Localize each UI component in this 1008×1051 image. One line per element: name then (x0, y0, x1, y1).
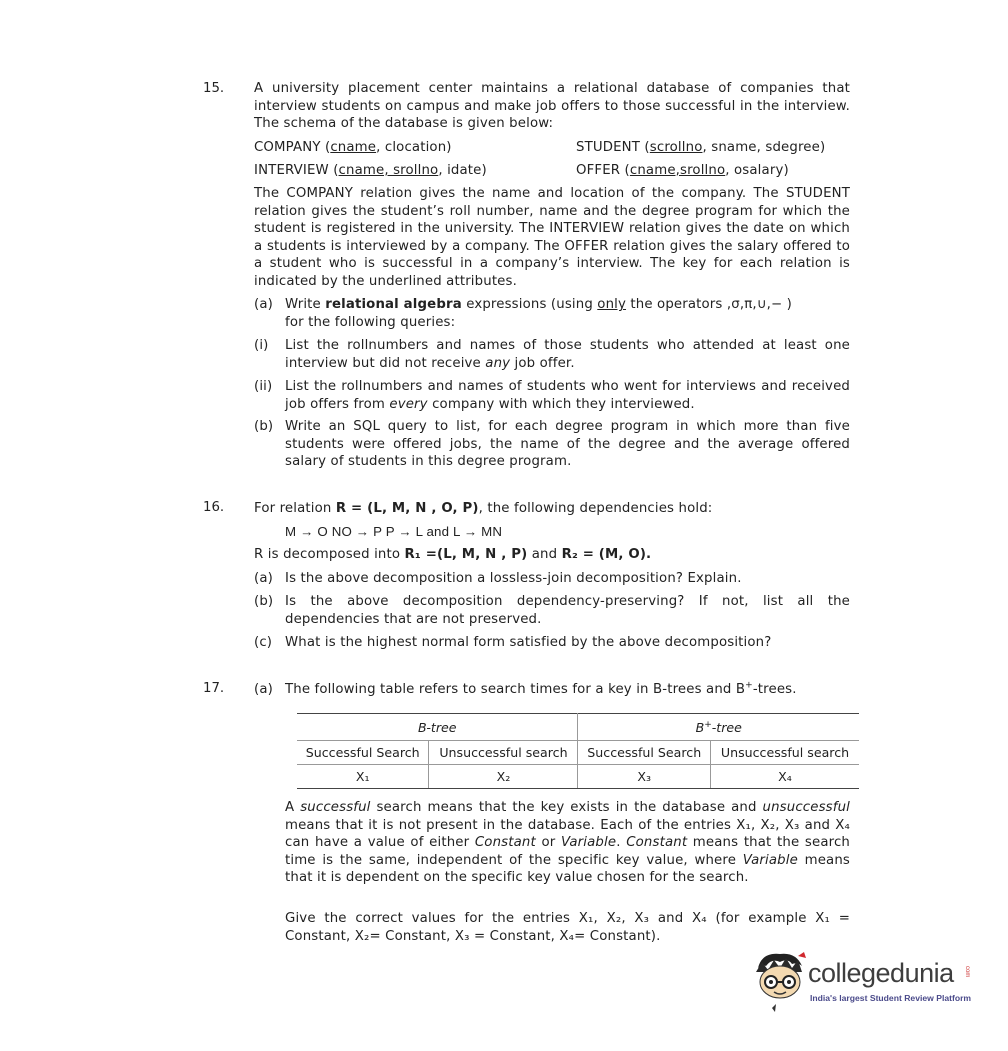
logo-tagline: India's largest Student Review Platform (810, 993, 972, 1003)
bplus-tree-header: B+-tree (578, 714, 859, 741)
question-15-description: The COMPANY relation gives the name and location of the company. The STUDENT relation gives the student’s roll number, name and the degree program for which the student is registered in the university. The INTERVIEW relation gives the date on which a students is interviewed by a company. The OFFER relation gives the salary offered to a student who is successful in a company’s interview. The key for each relation is indicated by the underlined attributes. (254, 186, 850, 289)
schema-offer: OFFER (cname,srollno, osalary) (576, 163, 789, 178)
question-17-number: 17. (203, 681, 225, 696)
question-15-part-ii: (ii) List the rollnumbers and names of students who went for interviews and received job offers from every company with which they interviewed. (254, 379, 850, 412)
question-16-line1: For relation R = (L, M, N , O, P), the following dependencies hold: (254, 501, 713, 516)
question-15-part-a: (a) Write relational algebra expressions (using only the operators ,σ,π,∪,− ) for the following queries: (254, 297, 793, 330)
question-16-part-b: (b) Is the above decomposition dependency-preserving? If not, list all the dependencies that are not preserved. (254, 594, 850, 627)
question-16-dependencies: M → O NO → P P → L and L → MN (285, 524, 503, 539)
btree-header: B-tree (297, 714, 578, 741)
cell-x3: X₃ (578, 765, 711, 789)
cell-x2: X₂ (429, 765, 578, 789)
schema-interview: INTERVIEW (cname, srollno, idate) (254, 163, 487, 178)
header-btree-unsuccessful: Unsuccessful search (429, 741, 578, 765)
header-bplus-unsuccessful: Unsuccessful search (711, 741, 860, 765)
schema-company: COMPANY (cname, clocation) (254, 140, 452, 155)
cell-x4: X₄ (711, 765, 860, 789)
question-17-instruction: Give the correct values for the entries X₁, X₂, X₃ and X₄ (for example X₁ = Constant, X₂= Constant, X₃ = Constant, X₄= Constant). (285, 911, 850, 944)
question-16-number: 16. (203, 500, 225, 515)
question-17-explanation: A successful search means that the key exists in the database and unsuccessful means that it is not present in the database. Each of the entries X₁, X₂, X₃ and X₄ can have a value of either Constant or Variable. Constant means that the search time is the same, independent of the specific key value, where Variable means that it is dependent on the specific key value chosen for the search. (285, 800, 851, 885)
header-btree-successful: Successful Search (297, 741, 429, 765)
question-16-part-c: (c) What is the highest normal form satisfied by the above decomposition? (254, 635, 772, 650)
logo-com: com (964, 966, 970, 978)
question-17-part-a: (a) The following table refers to search times for a key in B-trees and B+-trees. (254, 680, 797, 697)
question-15-intro: A university placement center maintains a relational database of companies that interview students on campus and make job offers to those successful in the interview. The schema of the database is given below: (254, 81, 850, 131)
question-16-decomposition: R is decomposed into R₁ =(L, M, N , P) and R₂ = (M, O). (254, 547, 652, 562)
question-15-part-i: (i) List the rollnumbers and names of those students who attended at least one interview but did not receive any job offer. (254, 338, 850, 371)
logo-wordmark: collegedunia (808, 958, 954, 988)
search-times-table (297, 713, 859, 789)
schema-student: STUDENT (scrollno, sname, sdegree) (576, 140, 826, 155)
header-bplus-successful: Successful Search (578, 741, 711, 765)
cell-x1: X₁ (297, 765, 429, 789)
question-15-number: 15. (203, 81, 225, 96)
question-16-part-a: (a) Is the above decomposition a lossless-join decomposition? Explain. (254, 571, 742, 586)
question-15-part-b: (b) Write an SQL query to list, for each degree program in which more than five students were offered jobs, the name of the degree and the average offered salary of students in this degree program. (254, 419, 850, 469)
